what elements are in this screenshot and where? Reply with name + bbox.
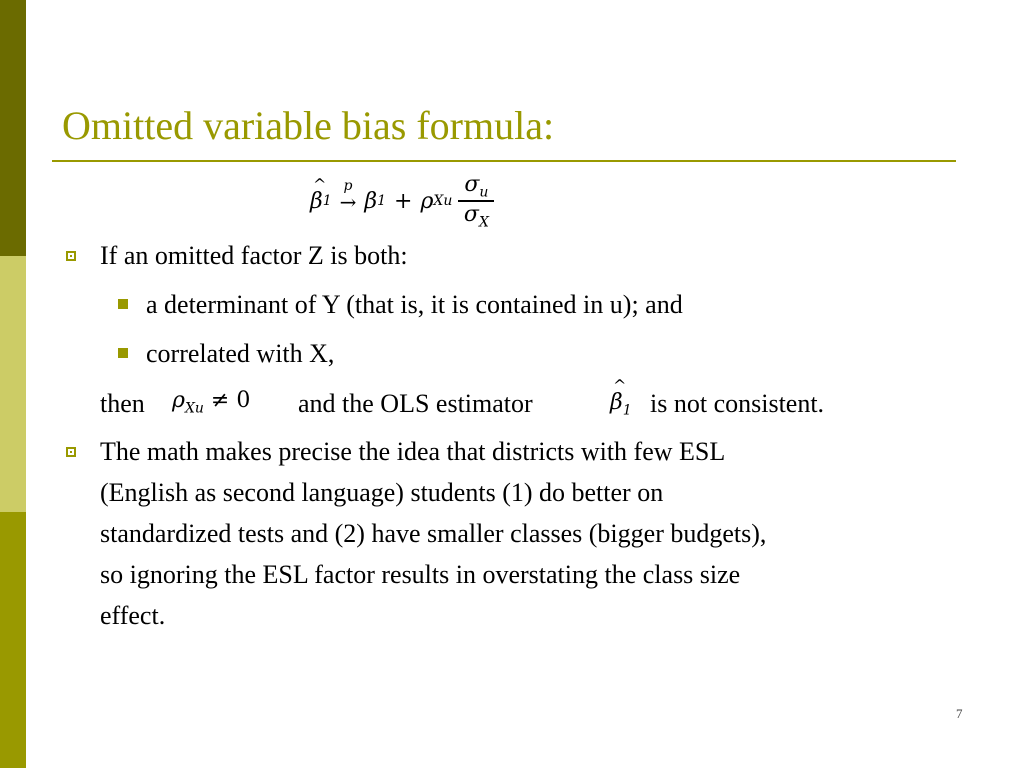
title-underline	[52, 160, 956, 162]
sub-bullet-1-text: a determinant of Y (that is, it is contained in u); and	[146, 290, 683, 319]
sidebar-band-olive	[0, 512, 26, 768]
bullet-1-text: If an omitted factor Z is both:	[100, 241, 408, 270]
then-prefix: then	[100, 389, 145, 418]
bullet-2-line-1: The math makes precise the idea that districts with few ESL	[100, 437, 726, 466]
page-number: 7	[956, 706, 963, 721]
sidebar-band-dark	[0, 0, 26, 256]
sidebar-band-light	[0, 256, 26, 512]
sub-bullet-2-text: correlated with X,	[146, 339, 335, 368]
bullet-filled-square-icon	[118, 348, 128, 358]
slide-title: Omitted variable bias formula:	[62, 103, 555, 148]
sigma-fraction: $\frac{\sigma_u}{\sigma_X}$	[458, 172, 494, 230]
bullet-hollow-square-icon	[66, 251, 76, 261]
bullet-filled-square-icon	[118, 299, 128, 309]
convergence-arrow: p →	[339, 178, 357, 214]
beta-hat-formula: ^ $\beta_1$	[610, 390, 632, 418]
bullet-2-line-3: standardized tests and (2) have smaller classes (bigger budgets),	[100, 519, 767, 548]
bullet-2-line-2: (English as second language) students (1) do better on	[100, 478, 664, 507]
then-suffix: is not consistent.	[650, 389, 825, 418]
rho-not-zero-formula: $\rho_{Xu} \ne 0$	[172, 388, 251, 417]
ovb-formula: ^ β 1 p → β 1 + ρ Xu $\frac{\sigma_u}{\sigma_X}$	[310, 168, 494, 234]
bullet-hollow-square-icon	[66, 447, 76, 457]
bullet-2-line-4: so ignoring the ESL factor results in overstating the class size	[100, 560, 741, 589]
bullet-2-line-5: effect.	[100, 601, 166, 630]
sidebar-decoration	[0, 0, 26, 768]
then-middle: and the OLS estimator	[298, 389, 533, 418]
